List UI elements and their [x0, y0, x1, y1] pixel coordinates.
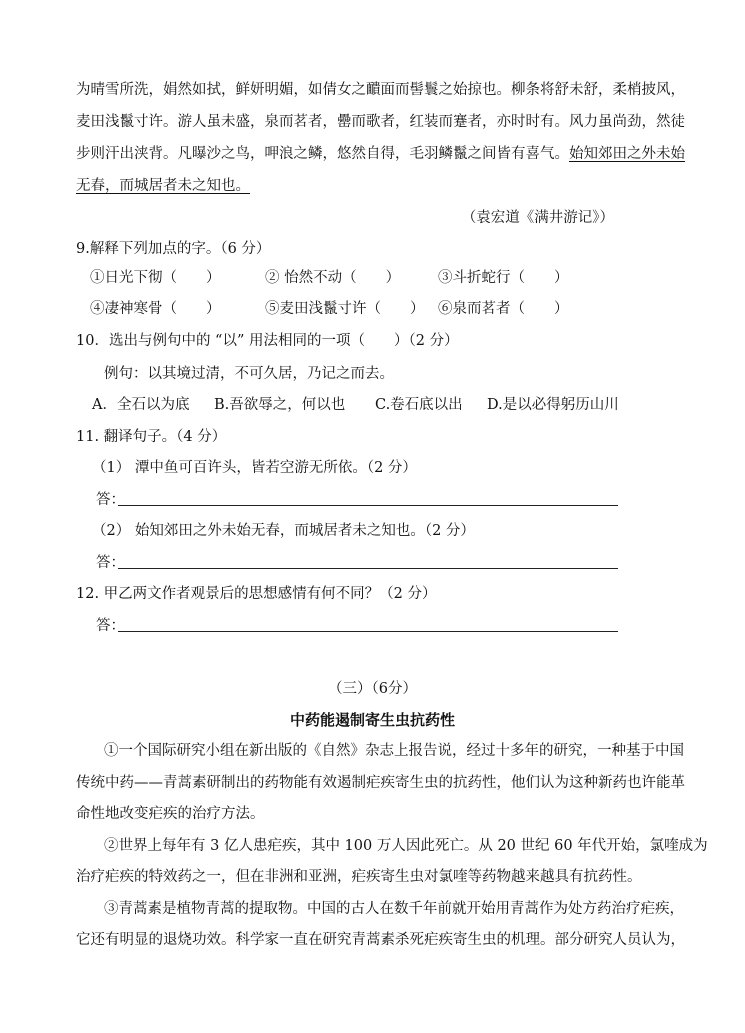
- q11-answer-label-1: 答：: [96, 492, 125, 508]
- underlined-sentence-part-1: 始知郊田之外未始: [569, 146, 685, 162]
- q12-answer-line[interactable]: [118, 631, 618, 632]
- article-title: 中药能遏制寄生虫抗药性: [289, 711, 455, 729]
- q9-stem: 9.解释下列加点的字。（6 分）: [76, 241, 271, 257]
- q9-item-3: ③斗折蛇行（ ）: [438, 270, 569, 286]
- section-heading: （三）（6分）: [328, 681, 417, 697]
- q10-stem: 10．选出与例句中的 “以” 用法相同的一项（ ）（2 分）: [76, 333, 459, 349]
- para-3-line-1: ③青蒿素是植物青蒿的提取物。中国的古人在数千年前就开始用青蒿作为处方药治疗疟疾，: [104, 901, 684, 917]
- q11-sentence-2: （2） 始知郊田之外未始无春，而城居者未之知也。（2 分）: [92, 523, 475, 539]
- para-2-line-1: ②世界上每年有 3 亿人患疟疾，其中 100 万人因此死亡。从 20 世纪 60 年代开始，氯喹成为: [104, 838, 708, 854]
- q12-stem: 12. 甲乙两文作者观景后的思想感情有何不同？（2 分）: [76, 586, 437, 602]
- passage-source: （袁宏道《满井游记》）: [461, 210, 614, 226]
- passage-line-1: 为晴雪所洗，娟然如拭，鲜妍明媚，如倩女之靧面而髻鬟之始掠也。柳条将舒未舒，柔梢披风，: [76, 82, 685, 98]
- q11-answer-line-2[interactable]: [118, 568, 618, 569]
- q9-item-4: ④凄神寒骨（ ）: [90, 301, 221, 317]
- q10-option-c: C.卷石底以出: [375, 397, 463, 413]
- q11-stem: 11. 翻译句子。（4 分）: [76, 429, 227, 445]
- passage-line-3: [76, 144, 685, 164]
- q9-item-1: ①日光下彻（ ）: [90, 270, 221, 286]
- q9-item-2: ② 怡然不动（ ）: [265, 270, 401, 286]
- q11-answer-label-2: 答：: [96, 555, 125, 571]
- q9-item-5: ⑤麦田浅鬣寸许（ ）: [265, 301, 425, 317]
- q10-option-d: D.是以必得躬历山川: [487, 397, 619, 413]
- para-1-line-1: ①一个国际研究小组在新出版的《自然》杂志上报告说，经过十多年的研究，一种基于中国: [104, 743, 684, 759]
- q11-answer-line-1[interactable]: [118, 505, 618, 506]
- underlined-sentence-part-2: 无春，而城居者未之知也。: [76, 178, 250, 194]
- q10-option-b: B.吾欲辱之，何以也: [214, 397, 346, 413]
- para-3-line-2: 它还有明显的退烧功效。科学家一直在研究青蒿素杀死疟疾寄生虫的机理。部分研究人员认为，: [76, 932, 685, 948]
- q10-option-a: A．全石以为底: [92, 397, 190, 413]
- q11-sentence-1: （1） 潭中鱼可百许头，皆若空游无所依。（2 分）: [92, 460, 417, 476]
- passage-line-2: 麦田浅鬣寸许。游人虽未盛，泉而茗者，罍而歌者，红装而蹇者，亦时时有。风力虽尚劲，然徒: [76, 114, 685, 130]
- q9-item-6: ⑥泉而茗者（ ）: [438, 301, 569, 317]
- q10-example: 例句：以其境过清，不可久居，乃记之而去。: [104, 366, 394, 382]
- q12-answer-label: 答：: [96, 618, 125, 634]
- para-1-line-3: 命性地改变疟疾的治疗方法。: [76, 806, 265, 822]
- para-1-line-2: 传统中药——青蒿素研制出的药物能有效遏制疟疾寄生虫的抗药性，他们认为这种新药也许能革: [76, 775, 685, 791]
- para-2-line-2: 治疗疟疾的特效药之一，但在非洲和亚洲，疟疾寄生虫对氯喹等药物越来越具有抗药性。: [76, 869, 642, 885]
- passage-line-3-text: 步则汗出浃背。凡曝沙之鸟，呷浪之鳞，悠然自得，毛羽鳞鬣之间皆有喜气。: [76, 146, 569, 162]
